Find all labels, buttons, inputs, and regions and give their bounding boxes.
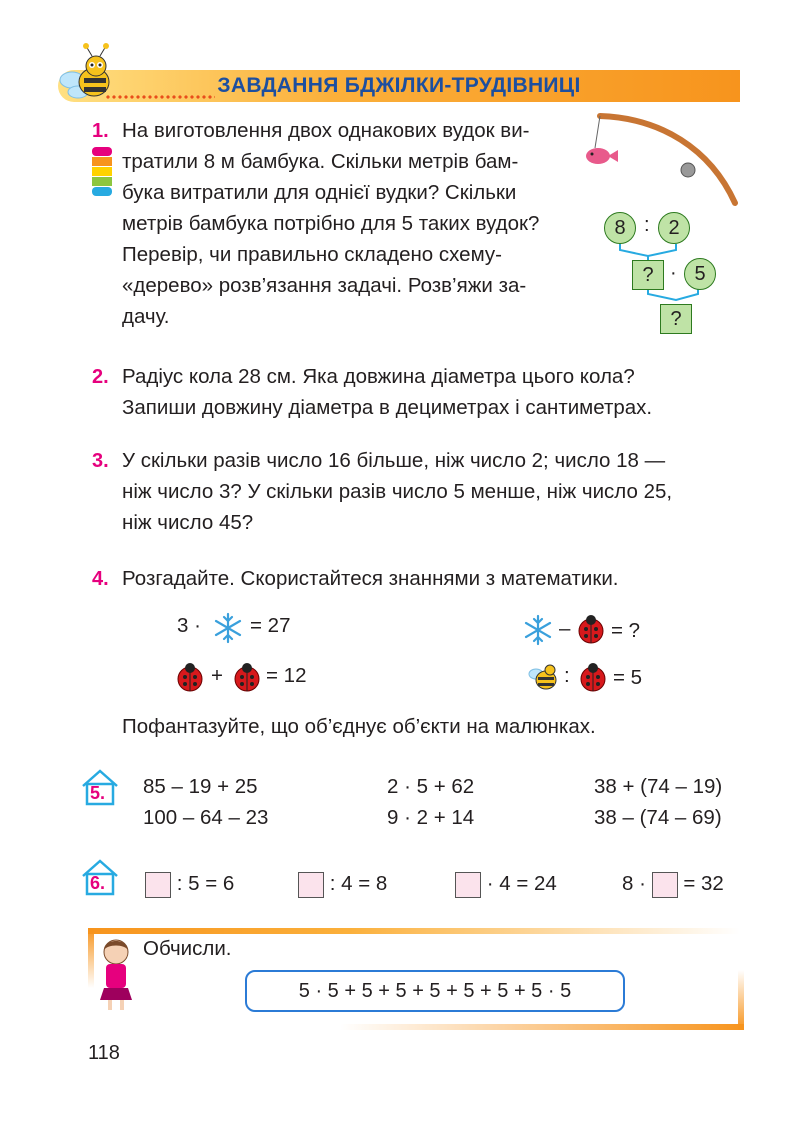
bee-icon — [56, 40, 116, 102]
tree-value-circle: 5 — [684, 258, 716, 290]
expression: 38 – (74 – 69) — [594, 806, 722, 829]
snowflake-icon — [212, 612, 244, 644]
text-line: дачу. — [122, 305, 170, 328]
missing-number-item — [298, 868, 387, 899]
answer-box[interactable] — [298, 872, 324, 898]
expression: 38 + (74 – 19) — [594, 775, 723, 798]
frame-border — [738, 970, 744, 1030]
bee-icon — [528, 662, 560, 694]
text-line: бука витратили для однієї вудки? Скільки — [122, 181, 517, 204]
tree-operator: · — [670, 262, 677, 284]
answer-box[interactable] — [652, 872, 678, 898]
answer-box[interactable] — [455, 872, 481, 898]
eq1-left: 3 · — [177, 614, 201, 637]
tree-value-circle: 2 — [658, 212, 690, 244]
task3-text — [122, 445, 752, 538]
eq2-right: = 12 — [266, 664, 307, 687]
text-line: Радіус кола 28 см. Яка довжина діаметра цього кола? — [122, 365, 635, 388]
page-number: 118 — [88, 1042, 120, 1064]
hint-expression-box: 5 · 5 + 5 + 5 + 5 + 5 + 5 + 5 · 5 — [245, 970, 625, 1012]
text-line: У скільки разів число 16 більше, ніж число 2; число 18 — — [122, 449, 666, 472]
fishing-rod-icon — [580, 108, 745, 213]
answer-box[interactable] — [145, 872, 171, 898]
tree-unknown-box: ? — [632, 260, 664, 290]
missing-number-item — [145, 868, 234, 899]
text-line: Запиши довжину діаметра в дециметрах і сантиметрах. — [122, 396, 653, 419]
difficulty-scale-icon — [90, 145, 114, 197]
decorative-dots — [105, 95, 215, 99]
task-number: 1. — [92, 120, 109, 142]
ladybug-icon — [232, 662, 262, 692]
task2-text — [122, 361, 742, 423]
expr-column — [387, 771, 474, 833]
text-line: «дерево» розв’язання задачі. Розв’яжи за- — [122, 274, 527, 297]
expression: 100 – 64 – 23 — [143, 806, 269, 829]
expression: 2 · 5 + 62 — [387, 775, 475, 798]
expression: · 4 = 24 — [486, 872, 557, 895]
missing-number-item — [622, 868, 724, 899]
text-line: Перевір, чи правильно складено схему- — [122, 243, 502, 266]
eq4-colon: : — [564, 664, 570, 687]
text-line: ніж число 45? — [122, 511, 254, 534]
tree-unknown-box: ? — [660, 304, 692, 334]
expression: 9 · 2 + 14 — [387, 806, 475, 829]
task4-text: Розгадайте. Скористайтеся знаннями з математики. — [122, 567, 619, 590]
text-line: тратили 8 м бамбука. Скільки метрів бам- — [122, 150, 519, 173]
tree-value-circle: 8 — [604, 212, 636, 244]
eq4-right: = 5 — [613, 666, 643, 689]
expression: : 5 = 6 — [176, 872, 235, 895]
expression: = 32 — [683, 872, 724, 895]
section-title: ЗАВДАННЯ БДЖІЛКИ-ТРУДІВНИЦІ — [217, 74, 581, 97]
expression: 8 · — [622, 872, 646, 895]
girl-character-icon — [94, 936, 138, 1012]
tree-operator: : — [644, 214, 650, 236]
hint-label: Обчисли. — [143, 937, 232, 960]
text-line: метрів бамбука потрібно для 5 таких вудок? — [122, 212, 540, 235]
text-line: ніж число 3? У скільки разів число 5 менше, ніж число 25, — [122, 480, 673, 503]
eq2-plus: + — [211, 664, 223, 687]
task4-footer: Пофантазуйте, що об’єднує об’єкти на малюнках. — [122, 715, 596, 738]
expression: 85 – 19 + 25 — [143, 775, 258, 798]
ladybug-icon — [578, 662, 608, 692]
expr-column — [143, 771, 268, 833]
task-number: 6. — [90, 873, 106, 893]
task-number: 5. — [90, 783, 106, 803]
expr-column — [594, 771, 722, 833]
eq3-minus: – — [559, 617, 571, 640]
eq3-right: = ? — [611, 619, 641, 642]
task-number: 4. — [92, 568, 109, 590]
task1-text — [122, 115, 582, 332]
task-number: 3. — [92, 450, 109, 472]
ladybug-icon — [576, 614, 606, 644]
missing-number-item — [455, 868, 557, 899]
task-number: 2. — [92, 366, 109, 388]
frame-border — [340, 1024, 744, 1030]
expression: : 4 = 8 — [329, 872, 388, 895]
snowflake-icon — [522, 614, 554, 646]
text-line: На виготовлення двох однакових вудок ви- — [122, 119, 530, 142]
eq1-right: = 27 — [250, 614, 291, 637]
ladybug-icon — [175, 662, 205, 692]
